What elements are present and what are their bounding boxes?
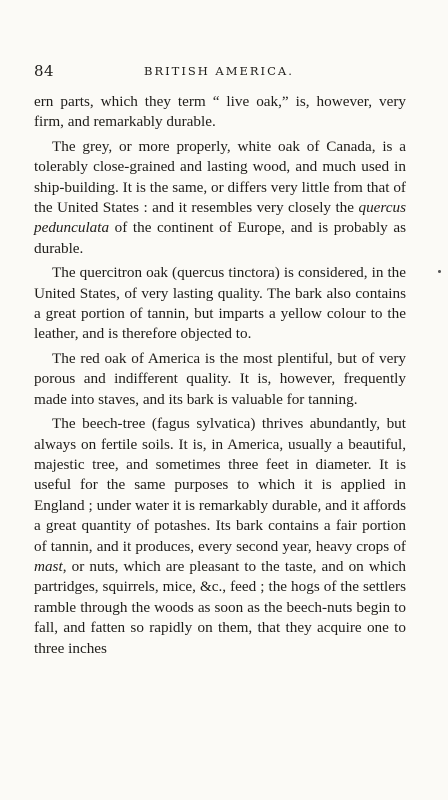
running-title: BRITISH AMERICA.	[144, 64, 294, 78]
page-body	[34, 92, 406, 663]
paragraph-1: ern parts, which they term “ live oak,” is, however, very firm, and remarkably durable.	[34, 93, 406, 131]
paragraph-4: The red oak of America is the most plentiful, but of very porous and indifferent quality. It is, however, frequently made into staves, and its bark is valuable for tanning.	[34, 349, 406, 408]
paragraph-2-text-a: The grey, or more properly, white oak of Canada, is a tolerably close-grained and lasting wood, and much used in ship-building. It is the same, or differs very little from that of the United States : and it resembles very closely the	[34, 137, 406, 217]
paragraph-3: The quercitron oak (quercus tinctora) is considered, in the United States, of very lasting quality. The bark also contains a great portion of tannin, but imparts a yellow colour to the leather, and is therefore objected to.	[34, 264, 406, 343]
margin-speck	[438, 270, 441, 273]
paragraph-2-italic: quercus pedunculata	[34, 199, 406, 237]
paragraph-2	[34, 137, 406, 259]
page-number: 84	[34, 62, 55, 80]
paragraph-5-text-a: The beech-tree (fagus sylvatica) thrives abundantly, but always on fertile soils. It is, in America, usually a beautiful, majestic tree, and sometimes three feet in diameter. It is useful for the same purposes to which it is applied in England ; under water it is remarkably durable, and it affords a great quantity of potashes. Its bark contains a fair portion of tannin, and it produces, every second year, heavy crops of	[34, 415, 406, 555]
paragraph-5-italic: mast	[34, 557, 63, 575]
paragraph-5	[34, 414, 406, 659]
paragraph-2-text-b: of the continent of Europe, and is probably as durable.	[34, 219, 406, 257]
paragraph-5-text-b: , or nuts, which are pleasant to the taste, and on which partridges, squirrels, mice, &c., feed ; the hogs of the settlers ramble through the woods as soon as the beech-nuts begin to fall, and fatten so rapidly on them, that they acquire one to three inches	[34, 557, 406, 657]
page-header	[34, 62, 408, 80]
